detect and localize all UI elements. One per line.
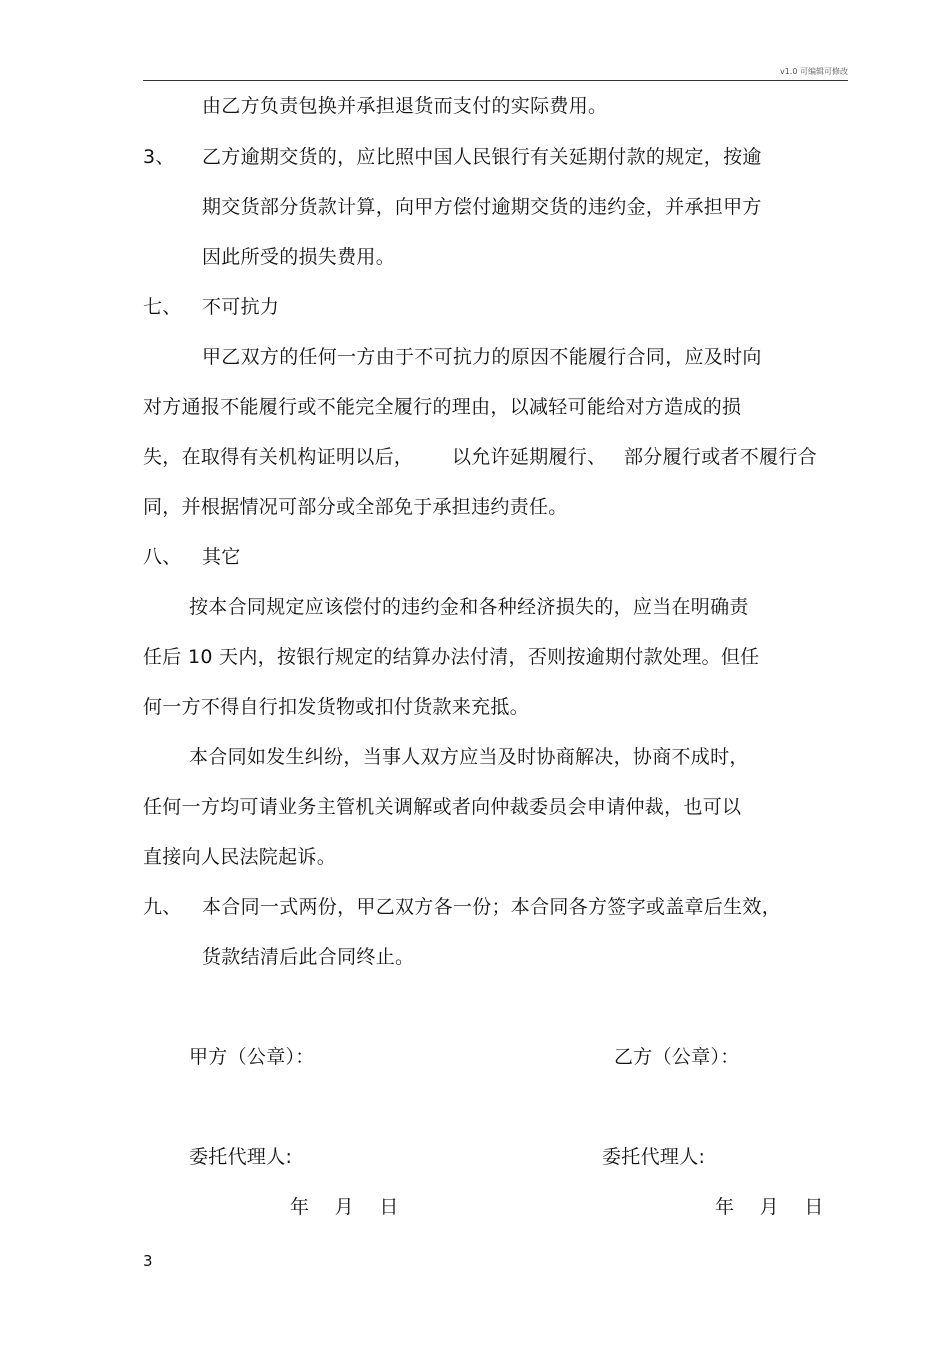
party-b-date: 年 月 日	[715, 1196, 824, 1218]
party-b-agent-label: 委托代理人:	[602, 1146, 706, 1168]
text-line: 因此所受的损失费用。	[202, 246, 396, 268]
text-line: 任何一方均可请业务主管机关调解或者向仲裁委员会申请仲裁，也可以	[143, 796, 742, 818]
text-line: 本合同一式两份，甲乙双方各一份；本合同各方签字或盖章后生效，	[202, 896, 782, 918]
text-line: 本合同如发生纠纷，当事人双方应当及时协商解决，协商不成时，	[189, 746, 749, 768]
party-a-seal-label: 甲方（公章）：	[189, 1046, 315, 1068]
header-version-text: v1.0 可编辑可修改	[780, 67, 848, 76]
text-line: 何一方不得自行扣发货物或扣付货款来充抵。	[143, 696, 530, 718]
text-line: 由乙方负责包换并承担退货而支付的实际费用。	[202, 95, 608, 117]
text-line: 部分履行或者不履行合	[624, 446, 818, 468]
text-line: 以允许延期履行、	[452, 446, 607, 468]
section-number: 七、	[143, 296, 182, 318]
section-title: 不可抗力	[202, 296, 280, 318]
text-line: 货款结清后此合同终止。	[202, 946, 415, 968]
text-line: 乙方逾期交货的，应比照中国人民银行有关延期付款的规定，按逾	[202, 146, 762, 168]
text-line: 期交货部分货款计算，向甲方偿付逾期交货的违约金，并承担甲方	[202, 196, 762, 218]
header-rule	[143, 80, 848, 81]
party-b-seal-label: 乙方（公章）：	[614, 1046, 740, 1068]
item-number: 3、	[143, 146, 175, 168]
text-line: 任后 10 天内，按银行规定的结算办法付清，否则按逾期付款处理。但任	[143, 646, 760, 668]
page-number: 3	[143, 1252, 153, 1270]
section-title: 其它	[202, 546, 241, 568]
text-line: 甲乙双方的任何一方由于不可抗力的原因不能履行合同，应及时向	[202, 346, 762, 368]
text-line: 直接向人民法院起诉。	[143, 846, 337, 868]
text-line: 对方通报不能履行或不能完全履行的理由，以减轻可能给对方造成的损	[143, 396, 742, 418]
text-line: 按本合同规定应该偿付的违约金和各种经济损失的，应当在明确责	[189, 596, 749, 618]
party-a-date: 年 月 日	[290, 1196, 399, 1218]
section-number: 八、	[143, 546, 182, 568]
party-a-agent-label: 委托代理人:	[189, 1146, 293, 1168]
section-number: 九、	[143, 896, 182, 918]
text-line: 同，并根据情况可部分或全部免于承担违约责任。	[143, 496, 568, 518]
text-line: 失，在取得有关机构证明以后，	[143, 446, 414, 468]
